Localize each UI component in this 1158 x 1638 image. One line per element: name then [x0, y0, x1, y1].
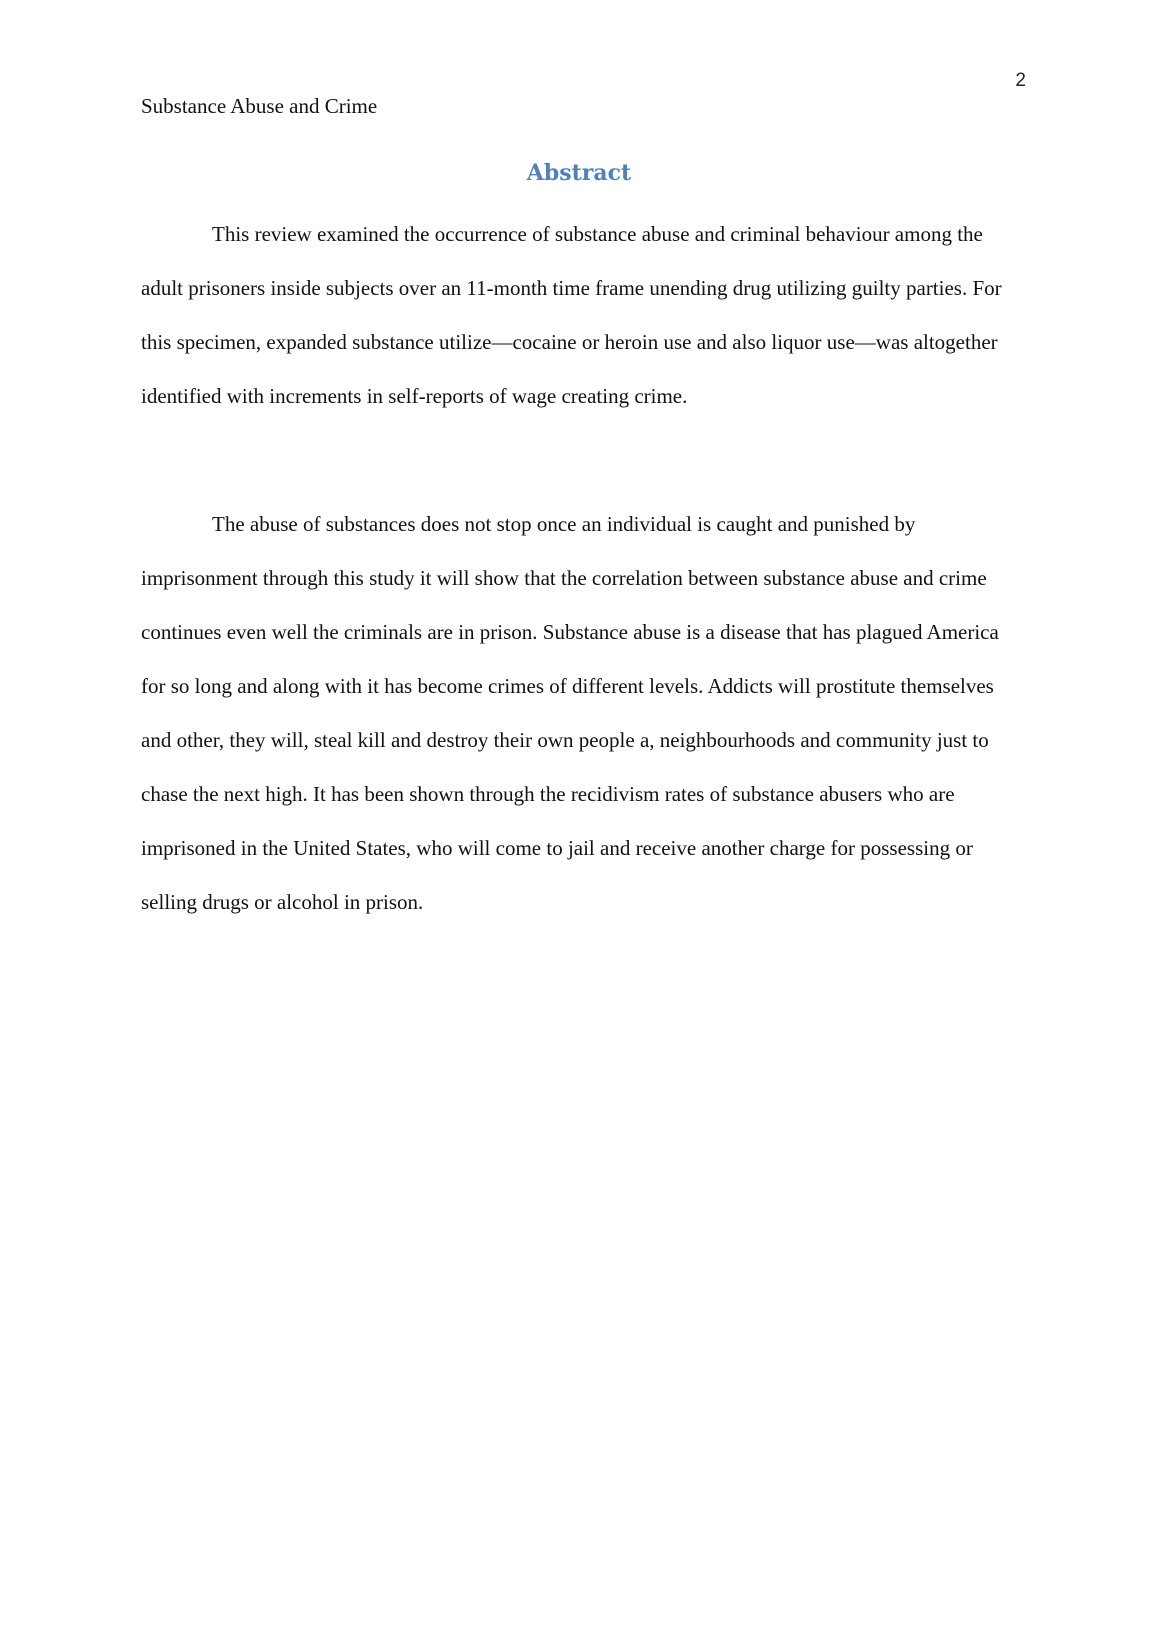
abstract-paragraph-2-container	[141, 497, 1026, 929]
abstract-paragraph-1-container	[141, 207, 1026, 423]
page-number: 2	[1015, 70, 1026, 91]
running-head: Substance Abuse and Crime	[141, 94, 378, 118]
abstract-paragraph: This review examined the occurrence of substance abuse and criminal behaviour among the adult prisoners inside subjects over an 11-month time frame unending drug utilizing guilty parties. For this specimen, expanded substance utilize—cocaine or heroin use and also liquor use—was altogether identified with increments in self-reports of wage creating crime.	[141, 222, 1002, 408]
abstract-heading: Abstract	[526, 160, 632, 186]
body-paragraph: The abuse of substances does not stop once an individual is caught and punished by imprisonment through this study it will show that the correlation between substance abuse and crime continues even well the criminals are in prison. Substance abuse is a disease that has plagued America for so long and along with it has become crimes of different levels. Addicts will prostitute themselves and other, they will, steal kill and destroy their own people a, neighbourhoods and community just to chase the next high. It has been shown through the recidivism rates of substance abusers who are imprisoned in the United States, who will come to jail and receive another charge for possessing or selling drugs or alcohol in prison.	[141, 512, 999, 914]
